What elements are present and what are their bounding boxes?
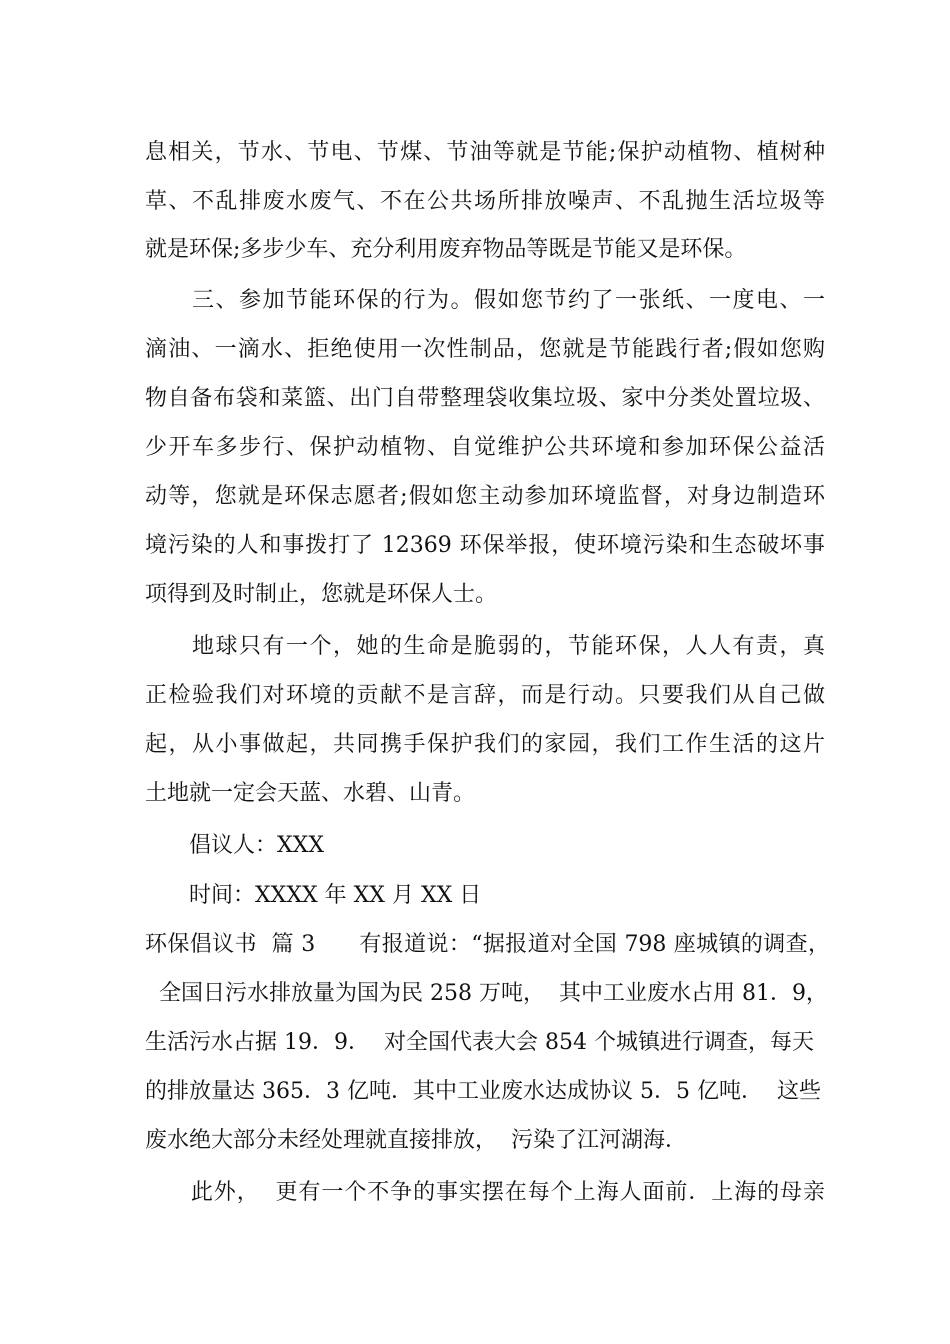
text-line: 少开车多步行、保护动植物、自觉维护公共环境和参加环保公益活 <box>145 435 825 460</box>
text-line: 三、参加节能环保的行为。假如您节约了一张纸、一度电、一 <box>145 288 825 313</box>
text-line: 起，从小事做起，共同携手保护我们的家园，我们工作生活的这片 <box>145 732 825 757</box>
text-line: 草、不乱排废水废气、不在公共场所排放噪声、不乱抛生活垃圾等 <box>145 189 825 214</box>
text-line: 正检验我们对环境的贡献不是言辞，而是行动。只要我们从自己做 <box>145 683 825 708</box>
text-line: 生活污水占据 19．9． 对全国代表大会 854 个城镇进行调查，每天 <box>145 1030 814 1055</box>
text-line: 全国日污水排放量为国为民 258 万吨， 其中工业废水占用 81．9， <box>145 981 828 1006</box>
text-line: 就是环保;多步少车、充分利用废弃物品等既是节能又是环保。 <box>145 237 747 262</box>
text-line: 土地就一定会天蓝、水碧、山青。 <box>145 781 476 806</box>
text-line: 环保倡议书 篇 3 有报道说：“据报道对全国 798 座城镇的调查， <box>145 932 830 957</box>
text-line: 废水绝大部分未经处理就直接排放， 污染了江河湖海． <box>145 1128 687 1153</box>
text-line: 境污染的人和事拨打了 12369 环保举报，使环境污染和生态破坏事 <box>145 533 825 558</box>
text-line: 时间：XXXX 年 XX 月 XX 日 <box>145 883 482 908</box>
text-line: 滴油、一滴水、拒绝使用一次性制品，您就是节能践行者;假如您购 <box>145 337 825 362</box>
text-line: 此外， 更有一个不争的事实摆在每个上海人面前．上海的母亲 <box>145 1180 825 1205</box>
text-line: 地球只有一个，她的生命是脆弱的，节能环保，人人有责，真 <box>145 634 825 659</box>
text-line: 动等，您就是环保志愿者;假如您主动参加环境监督，对身边制造环 <box>145 484 825 509</box>
text-line: 物自备布袋和菜篮、出门自带整理袋收集垃圾、家中分类处置垃圾、 <box>145 386 825 411</box>
text-line: 的排放量达 365．3 亿吨．其中工业废水达成协议 5．5 亿吨． 这些 <box>145 1079 821 1104</box>
text-line: 项得到及时制止，您就是环保人士。 <box>145 582 498 607</box>
text-line: 倡议人：XXX <box>145 833 324 858</box>
text-line: 息相关，节水、节电、节煤、节油等就是节能;保护动植物、植树种 <box>145 140 825 165</box>
